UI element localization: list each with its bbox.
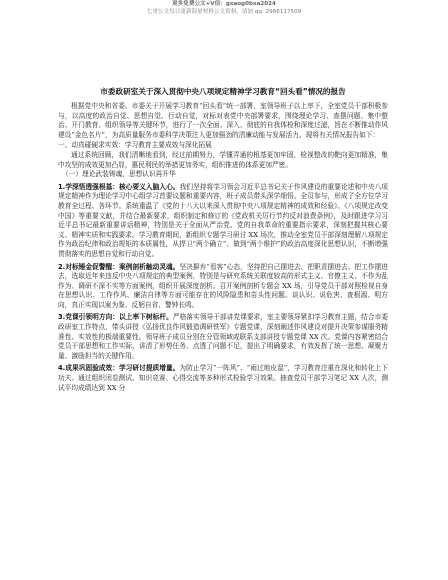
header-line-1: 更多免费公文+V信：gxaog0bxa2024 [172, 1, 276, 7]
subsection-1-heading: （一）理论武装铸魂，思想认识再升华 [62, 170, 176, 179]
item-1-text: 我们坚持将学习领会习近平总书记关于作风建设的重要论述和中央八项规定精神作为理论学习中心组学习首要议题和重要内容，班子成员带头深学细悟、全员参与，形成了全方位学习教育全过程、各环节。系统重温了《党的十八大以来深入贯彻中央八项规定精神的成效和经验》、《八项规定改变中国》等重要文献，并结合最新要求，组织制定和修订的《党政机关厉行节约反对浪费条例》，及时跟进学习习近平总书记最新重要讲话精神，特别是关于全面从严治党、党的自我革命的重要指示要求，深刻把握其核心要义、精神实质和实践要求。学习教育期间，新组织专题学习研讨 XX 场次，推动全室党员干部深刻理解八项规定作为政治纪律和政治规矩的本质属性，从捍卫“两个确立”、做到“两个维护”的政治高度深化思想认识，不断增强贯彻落实的思想自觉和行动自觉。 [58, 182, 388, 258]
item-4-text: 为防止学习“一阵风”、“雨过地皮湿”，学习教育注重在深化和转化上下功夫。通过组织闭卷测试、知识竞赛、心得交流等多种形式检验学习效果。抽查党员干部学习笔记 XX 人次，测试平均成绩达到 XX 分 [58, 364, 388, 392]
item-4-label: 4.成果巩固验成效：学习研讨提质增量。 [58, 364, 180, 373]
item-2 [58, 263, 388, 311]
item-2-label: 2.对标锤金促警醒：案例剖析触动灵魂。 [58, 262, 180, 271]
document-body [58, 86, 388, 393]
intro-paragraph: 根据党中央和省委、市委关于开展学习教育“回头看”统一部署，室领导班子以上率下，全室党员干部积极参与，以高度的政治自觉、思想自觉、行动自觉，对标对表党中央部署要求，围绕理论学习、查摆问题、集中整治、开门教育、组织领导等关键环节，进行了一次全面、深入、彻底的自我体检和深度过滤，旨在不断推动作风建设“金色名片”，为高质量服务市委科学决策注入更加强劲的清廉动能与发展活力。现将有关情况报告如下： [58, 102, 388, 139]
section-1-heading: 一、动真碰硬求实效：学习教育主要成效与深化拓展 [58, 141, 212, 150]
page-header [0, 0, 448, 16]
document-title: 市委政研室关于深入贯彻中央八项规定精神学习教育“回头看”情况的报告 [100, 87, 346, 96]
item-3 [58, 313, 388, 361]
section-1-paragraph: 通过系统回顾，我们清晰地看到，经过前期努力，学懂弄通的根基更加牢固，检视整改的靶向更加精准，集中攻坚的成效更加凸显，惠民利民的举措更加务实，组织推进的体系更加严密。 [58, 150, 388, 169]
item-2-text: 坚决摒弃“看客”心态，坚持把自己摆进去、把职责摆进去、把工作摆进去，选取近年来违反中央八项规定的典型案例，特别是与研究系统关联度较高的形式主义、官僚主义、不作为乱作为、调研不深不实等方面案例，组织开展深度剖析。召开案例剖析专题会 XX 场，引导党员干部对照检视自身在思想认识、工作作风、廉洁自律等方面可能存在的风险隐患和苗头性问题。谈认识、说危害、查根源、明方向，真正实现以案为鉴、反躬自省、警钟长鸣。 [58, 262, 388, 309]
item-4 [58, 364, 388, 393]
item-3-text: 严格落实领导干部讲党课要求，室主要领导紧扣学习教育主题，结合市委政研室工作特点，带头讲授《弘扬优良作风锻造调研铁军》专题党课，深刻阐述作风建设对提升决策参谋服务精准性、实效性的极端重要性。领导班子成员分别在分管领域或联系支部讲授专题党课 XX 次。党课内容紧密结合党员干部思想和工作实际，讲清了形势任务、点透了问题不足，提出了明确要求，有效发挥了统一思想、凝聚力量、激励担当的关键作用。 [58, 313, 389, 360]
item-1 [58, 183, 388, 260]
header-line-2: 七哥公文每日更新海量材料公文资料，请加 qq: 2966117509 [146, 9, 302, 15]
item-3-label: 3.党课引领明方向：以上率下树标杆。 [58, 313, 173, 322]
item-1-label: 1.学深悟透强根基：核心要义入脑入心。 [58, 182, 180, 191]
